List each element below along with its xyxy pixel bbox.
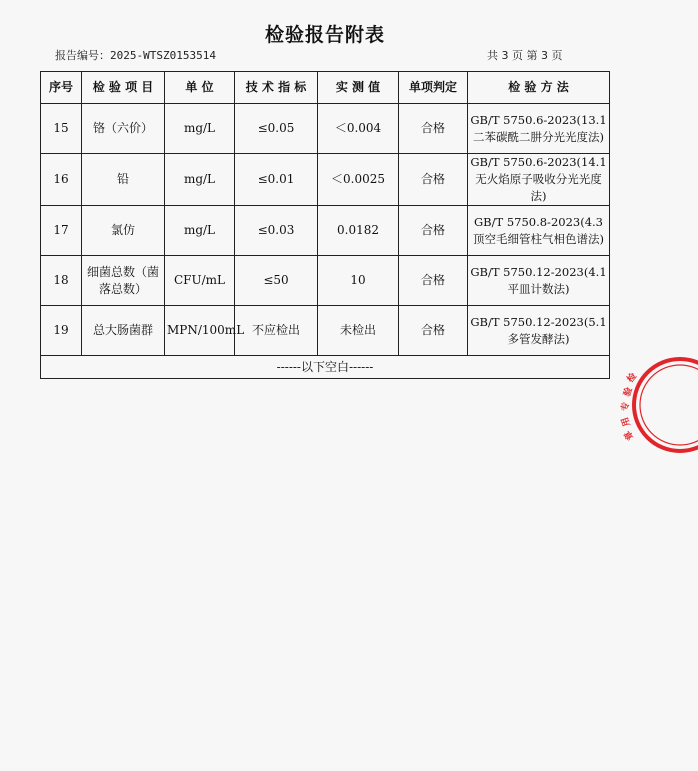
cell-item: 铅 — [82, 154, 165, 206]
stamp-inner-ring — [640, 365, 698, 445]
header-item: 检 验 项 目 — [82, 72, 165, 104]
cell-seq: 15 — [41, 104, 82, 154]
cell-unit: mg/L — [165, 206, 235, 256]
cell-spec: ≤0.03 — [235, 206, 318, 256]
cell-seq: 16 — [41, 154, 82, 206]
cell-verdict: 合格 — [399, 104, 468, 154]
blank-row — [41, 356, 610, 379]
header-row — [41, 72, 610, 104]
header-spec: 技 术 指 标 — [235, 72, 318, 104]
table-row — [41, 206, 610, 256]
cell-method: GB/T 5750.12-2023(4.1 平皿计数法) — [468, 256, 610, 306]
cell-verdict: 合格 — [399, 206, 468, 256]
header-verdict: 单项判定 — [399, 72, 468, 104]
cell-item: 总大肠菌群 — [82, 306, 165, 356]
header-unit: 单 位 — [165, 72, 235, 104]
table-row — [41, 306, 610, 356]
cell-unit: MPN/100mL — [165, 306, 235, 356]
svg-text:验: 验 — [622, 386, 635, 399]
cell-value: 0.0182 — [318, 206, 399, 256]
cell-seq: 17 — [41, 206, 82, 256]
table-row — [41, 256, 610, 306]
report-number: 报告编号：2025-WTSZ0153514 — [55, 49, 216, 62]
cell-spec: 不应检出 — [235, 306, 318, 356]
stamp-ring — [634, 359, 698, 451]
cell-verdict: 合格 — [399, 154, 468, 206]
header-seq: 序号 — [41, 72, 82, 104]
cell-spec: ≤50 — [235, 256, 318, 306]
cell-seq: 18 — [41, 256, 82, 306]
stamp-lettering — [618, 370, 639, 443]
cell-value: 未检出 — [318, 306, 399, 356]
cell-verdict: 合格 — [399, 256, 468, 306]
cell-seq: 19 — [41, 306, 82, 356]
svg-text:章: 章 — [622, 428, 637, 442]
cell-method: GB/T 5750.12-2023(5.1 多管发酵法) — [468, 306, 610, 356]
cell-unit: mg/L — [165, 104, 235, 154]
cell-item: 铬（六价） — [82, 104, 165, 154]
blank-note: ------以下空白------ — [41, 356, 610, 379]
cell-item: 氯仿 — [82, 206, 165, 256]
cell-method: GB/T 5750.8-2023(4.3 顶空毛细管柱气相色谱法) — [468, 206, 610, 256]
report-title: 检验报告附表 — [264, 24, 385, 46]
table-row — [41, 154, 610, 206]
page-info: 共 3 页 第 3 页 — [487, 49, 563, 62]
cell-spec: ≤0.01 — [235, 154, 318, 206]
cell-unit: mg/L — [165, 154, 235, 206]
cell-method: GB/T 5750.6-2023(13.1 二苯碳酰二肼分光光度法) — [468, 104, 610, 154]
cell-value: 10 — [318, 256, 399, 306]
cell-value: ＜0.004 — [318, 104, 399, 154]
cell-value: ＜0.0025 — [318, 154, 399, 206]
header-method: 检 验 方 法 — [468, 72, 610, 104]
official-stamp — [620, 355, 698, 455]
cell-spec: ≤0.05 — [235, 104, 318, 154]
cell-item: 细菌总数（菌落总数） — [82, 256, 165, 306]
header-value: 实 测 值 — [318, 72, 399, 104]
results-table — [40, 71, 610, 379]
svg-text:用: 用 — [620, 415, 633, 428]
svg-text:专: 专 — [621, 401, 632, 412]
table-row — [41, 104, 610, 154]
cell-method: GB/T 5750.6-2023(14.1 无火焰原子吸收分光光度法) — [468, 154, 610, 206]
svg-text:检: 检 — [625, 371, 640, 385]
cell-verdict: 合格 — [399, 306, 468, 356]
cell-unit: CFU/mL — [165, 256, 235, 306]
